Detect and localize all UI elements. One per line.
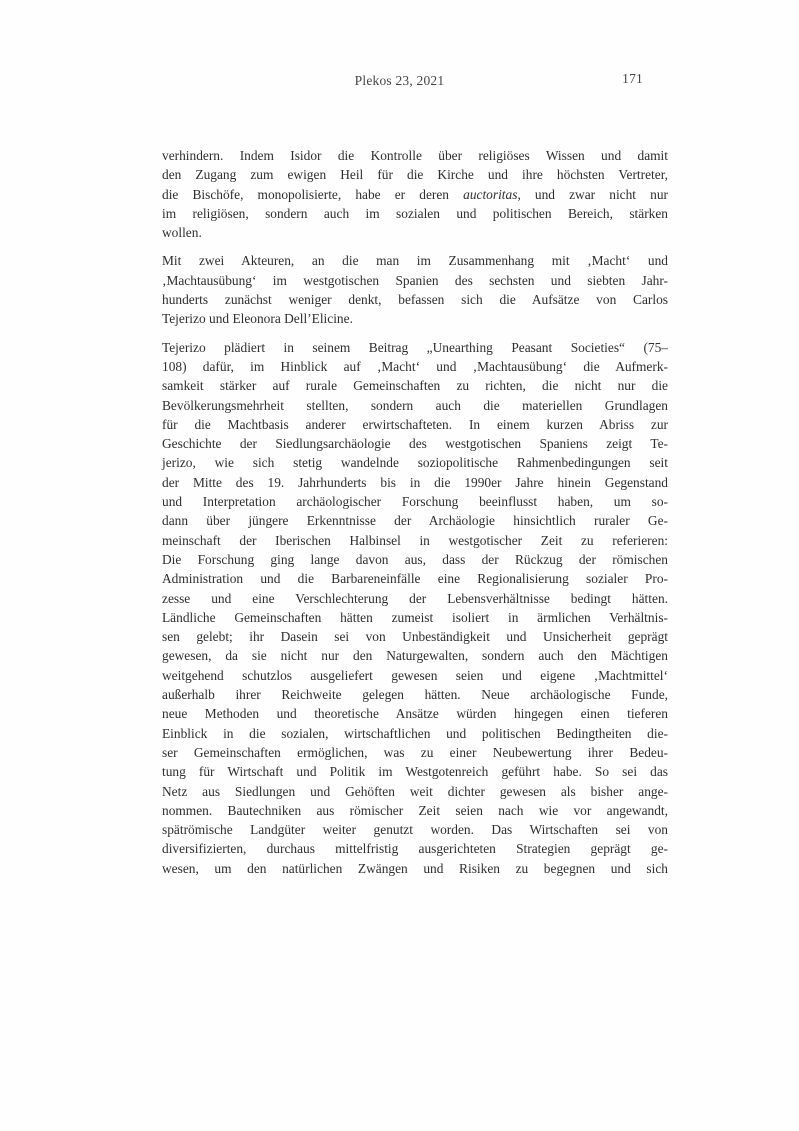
text-run: im religiösen, sondern auch im sozialen und politischen Bereich, stärken (162, 205, 668, 221)
text-run: gewesen, da sie nicht nur den Naturgewalten, sondern auch den Mächtigen (162, 648, 668, 664)
text-line (162, 569, 668, 588)
text-line (162, 271, 668, 290)
text-line (162, 251, 668, 270)
text-run: wesen, um den natürlichen Zwängen und Risiken zu begegnen und sich (162, 860, 668, 876)
text-line (162, 743, 668, 762)
text-line (162, 839, 668, 858)
text-run: zesse und eine Verschlechterung der Lebensverhältnisse bedingt hätten. (162, 590, 668, 606)
text-line (162, 434, 668, 453)
text-run: Ländliche Gemeinschaften hätten zumeist isoliert in ärmlichen Verhältnis- (162, 609, 668, 625)
text-line (162, 146, 668, 165)
text-line (162, 724, 668, 743)
text-line (162, 165, 668, 184)
italic-run: auctoritas (463, 186, 518, 202)
text-run: spätrömische Landgüter weiter genutzt worden. Das Wirtschaften sei von (162, 822, 668, 838)
text-run: weitgehend schutzlos ausgeliefert gewesen seien und eigene ‚Machtmittel‘ (162, 667, 668, 683)
text-line (162, 704, 668, 723)
text-run: außerhalb ihrer Reichweite gelegen hätten. Neue archäologische Funde, (162, 687, 668, 703)
text-line (162, 492, 668, 511)
text-run: die Bischöfe, monopolisierte, habe er deren (162, 186, 464, 202)
text-run: dann über jüngere Erkenntnisse der Archäologie hinsichtlich ruraler Ge- (162, 513, 668, 529)
text-line (162, 396, 668, 415)
text-run: samkeit stärker auf rurale Gemeinschaften zu richten, die nicht nur die (162, 378, 668, 394)
text-line (162, 550, 668, 569)
text-run: Geschichte der Siedlungsarchäologie des westgotischen Spaniens zeigt Te- (162, 436, 668, 452)
text-run: jerizo, wie sich stetig wandelnde soziopolitische Rahmenbedingungen seit (162, 455, 668, 471)
journal-title: Plekos 23, 2021 (354, 73, 445, 88)
text-line (162, 376, 668, 395)
text-line (162, 204, 668, 223)
text-run: Die Forschung ging lange davon aus, dass der Rückzug der römischen (162, 551, 668, 567)
text-line (162, 185, 668, 204)
text-line (162, 309, 668, 328)
text-run: sen gelebt; ihr Dasein sei von Unbeständigkeit und Unsicherheit geprägt (162, 629, 668, 645)
paragraph (162, 146, 668, 242)
page-number: 171 (622, 71, 643, 86)
text-run: wollen. (162, 225, 202, 241)
text-run: hunderts zunächst weniger denkt, befassen sich die Aufsätze von Carlos (162, 292, 668, 308)
text-run: verhindern. Indem Isidor die Kontrolle über religiöses Wissen und damit (162, 148, 668, 163)
text-line (162, 608, 668, 627)
text-line (162, 511, 668, 530)
text-run: der Mitte des 19. Jahrhunderts bis in die 1990er Jahre hinein Gegenstand (162, 474, 668, 490)
text-line (162, 627, 668, 646)
paragraph (162, 338, 668, 878)
text-line (162, 782, 668, 801)
text-run: Bevölkerungsmehrheit stellten, sondern auch die materiellen Grundlagen (162, 397, 668, 413)
text-run: Netz aus Siedlungen und Gehöften weit dichter gewesen als bisher ange- (162, 783, 668, 799)
text-run: Mit zwei Akteuren, an die man im Zusammenhang mit ‚Macht‘ und (162, 253, 668, 269)
running-header (0, 71, 799, 91)
text-line (162, 801, 668, 820)
text-line (162, 290, 668, 309)
text-line (162, 589, 668, 608)
text-run: , und zwar nicht nur (517, 186, 668, 202)
text-line (162, 473, 668, 492)
text-run: den Zugang zum ewigen Heil für die Kirche und ihre höchsten Vertreter, (162, 167, 668, 183)
text-run: nommen. Bautechniken aus römischer Zeit seien nach wie vor angewandt, (162, 802, 668, 818)
text-run: tung für Wirtschaft und Politik im Westgotenreich geführt habe. So sei das (162, 764, 668, 780)
text-run: neue Methoden und theoretische Ansätze würden hingegen einen tieferen (162, 706, 668, 722)
text-run: ser Gemeinschaften ermöglichen, was zu einer Neubewertung ihrer Bedeu- (162, 744, 668, 760)
text-run: und Interpretation archäologischer Forschung beeinflusst haben, um so- (162, 494, 668, 510)
page-body (162, 146, 668, 878)
text-run: Tejerizo und Eleonora Dell’Elicine. (162, 311, 353, 327)
text-run: diversifizierten, durchaus mittelfristig ausgerichteten Strategien geprägt ge- (162, 841, 668, 857)
paragraph (162, 251, 668, 328)
text-line (162, 338, 668, 357)
text-line (162, 859, 668, 878)
text-line (162, 820, 668, 839)
text-line (162, 223, 668, 242)
text-run: 108) dafür, im Hinblick auf ‚Macht‘ und ‚Machtausübung‘ die Aufmerk- (162, 358, 668, 374)
text-line (162, 666, 668, 685)
text-line (162, 762, 668, 781)
text-run: Administration und die Barbareneinfälle eine Regionalisierung sozialer Pro- (162, 571, 668, 587)
text-run: für die Machtbasis anderer erwirtschafteten. In einem kurzen Abriss zur (162, 416, 668, 432)
text-line (162, 531, 668, 550)
text-line (162, 357, 668, 376)
text-run: meinschaft der Iberischen Halbinsel in westgotischer Zeit zu referieren: (162, 532, 668, 548)
text-line (162, 685, 668, 704)
text-run: Einblick in die sozialen, wirtschaftlichen und politischen Bedingtheiten die- (162, 725, 668, 741)
text-line (162, 646, 668, 665)
text-line (162, 415, 668, 434)
text-line (162, 453, 668, 472)
text-run: ‚Machtausübung‘ im westgotischen Spanien des sechsten und siebten Jahr- (162, 272, 668, 288)
text-run: Tejerizo plädiert in seinem Beitrag „Unearthing Peasant Societies“ (75– (162, 339, 668, 355)
